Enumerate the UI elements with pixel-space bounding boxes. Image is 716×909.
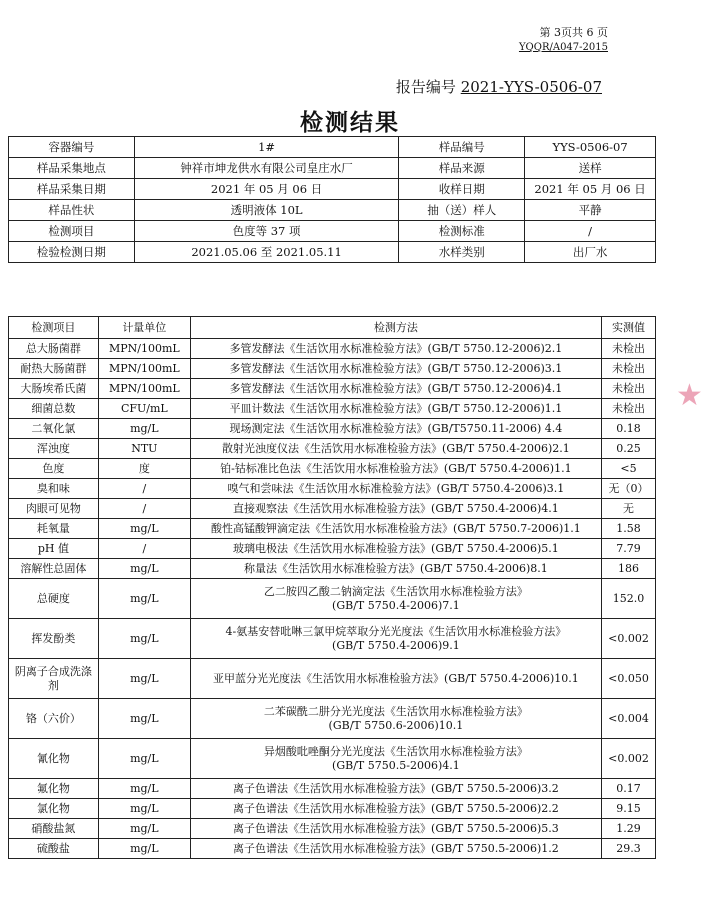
method-line: 散射光浊度仪法《生活饮用水标准检验方法》(GB/T 5750.4-2006)2.1 [222,441,570,455]
results-table [8,316,656,859]
sample-info-table [8,136,656,263]
row-value: 186 [602,559,656,579]
row-value: <0.002 [602,619,656,659]
table-row [9,739,656,779]
header-unit: 计量单位 [98,317,190,339]
table-row [9,699,656,739]
location-value: 钟祥市坤龙供水有限公司皇庄水厂 [134,158,399,179]
row-unit: / [98,499,190,519]
sender-value: 平静 [525,200,656,221]
method-line: 离子色谱法《生活饮用水标准检验方法》(GB/T 5750.5-2006)3.2 [233,781,559,795]
row-item: 总硬度 [9,579,99,619]
nature-label: 样品性状 [9,200,135,221]
method-line: 嗅气和尝味法《生活饮用水标准检验方法》(GB/T 5750.4-2006)3.1 [227,481,565,495]
row-unit: NTU [98,439,190,459]
row-unit: mg/L [98,619,190,659]
row-unit: / [98,539,190,559]
method-line: 4-氨基安替吡啉三氯甲烷萃取分光光度法《生活饮用水标准检验方法》 [225,624,567,638]
method-line: 称量法《生活饮用水标准检验方法》(GB/T 5750.4-2006)8.1 [244,561,548,575]
row-item: 耗氧量 [9,519,99,539]
row-method [190,339,601,359]
row-item: 浑浊度 [9,439,99,459]
row-method [190,459,601,479]
method-line: 多管发酵法《生活饮用水标准检验方法》(GB/T 5750.12-2006)4.1 [229,381,563,395]
table-row [9,439,656,459]
table-row [9,499,656,519]
red-seal-stamp: ★ [676,378,703,413]
table-row [9,419,656,439]
items-value: 色度等 37 项 [134,221,399,242]
method-line: 异烟酸吡唑酮分光光度法《生活饮用水标准检验方法》 [263,744,528,758]
row-unit: mg/L [98,579,190,619]
table-row [9,379,656,399]
row-item: 大肠埃希氏菌 [9,379,99,399]
page-number: 第 3页共 6 页 [539,26,608,39]
report-number-label: 报告编号 [395,78,456,96]
row-item: 铬（六价） [9,699,99,739]
water-type-value: 出厂水 [525,242,656,263]
row-unit: mg/L [98,699,190,739]
row-item: 耐热大肠菌群 [9,359,99,379]
row-item: 阴离子合成洗涤剂 [9,659,99,699]
period-value: 2021.05.06 至 2021.05.11 [134,242,399,263]
row-value: 7.79 [602,539,656,559]
row-value: 29.3 [602,839,656,859]
row-item: 臭和味 [9,479,99,499]
method-line: 离子色谱法《生活饮用水标准检验方法》(GB/T 5750.5-2006)2.2 [233,801,559,815]
method-line: 铂-钴标准比色法《生活饮用水标准检验方法》(GB/T 5750.4-2006)1.1 [220,461,572,475]
method-line: 二苯碳酰二肼分光光度法《生活饮用水标准检验方法》 [263,704,528,718]
standard-label: 检测标准 [399,221,525,242]
row-unit: 度 [98,459,190,479]
row-unit: mg/L [98,419,190,439]
table-row [9,819,656,839]
source-value: 送样 [525,158,656,179]
row-item: 细菌总数 [9,399,99,419]
row-value: 未检出 [602,359,656,379]
receive-date-value: 2021 年 05 月 06 日 [525,179,656,200]
table-row [9,519,656,539]
row-value: 9.15 [602,799,656,819]
row-method [190,819,601,839]
row-unit: / [98,479,190,499]
items-label: 检测项目 [9,221,135,242]
row-value: 无（0） [602,479,656,499]
report-number-value: 2021-YYS-0506-07 [460,78,602,96]
table-row [9,559,656,579]
method-line: 酸性高锰酸钾滴定法《生活饮用水标准检验方法》(GB/T 5750.7-2006)1.1 [211,521,581,535]
row-item: 氰化物 [9,739,99,779]
method-line: 亚甲蓝分光光度法《生活饮用水标准检验方法》(GB/T 5750.4-2006)10.1 [213,671,579,685]
row-value: 152.0 [602,579,656,619]
row-item: pH 值 [9,539,99,559]
collect-date-value: 2021 年 05 月 06 日 [134,179,399,200]
row-method [190,359,601,379]
row-unit: CFU/mL [98,399,190,419]
container-value: 1# [134,137,399,158]
header-value: 实测值 [602,317,656,339]
row-method [190,779,601,799]
row-value: 1.29 [602,819,656,839]
form-number: YQQR/A047-2015 [518,42,608,53]
table-row [9,579,656,619]
row-method [190,659,601,699]
row-method [190,579,601,619]
row-item: 二氧化氯 [9,419,99,439]
row-unit: mg/L [98,819,190,839]
table-row [9,339,656,359]
row-unit: MPN/100mL [98,339,190,359]
method-line: 现场测定法《生活饮用水标准检验方法》(GB/T5750.11-2006) 4.4 [229,421,563,435]
source-label: 样品来源 [399,158,525,179]
row-method [190,839,601,859]
table-row [9,799,656,819]
row-method [190,479,601,499]
header-item: 检测项目 [9,317,99,339]
row-value: 0.18 [602,419,656,439]
row-value: 1.58 [602,519,656,539]
table-row [9,659,656,699]
table-row [9,459,656,479]
method-line: 乙二胺四乙酸二钠滴定法《生活饮用水标准检验方法》 [263,584,528,598]
standard-value: / [525,221,656,242]
row-method [190,619,601,659]
row-method [190,739,601,779]
method-line-2: (GB/T 5750.5-2006)4.1 [332,758,460,772]
container-label: 容器编号 [9,137,135,158]
row-unit: MPN/100mL [98,359,190,379]
table-row [9,779,656,799]
row-unit: mg/L [98,659,190,699]
row-item: 氯化物 [9,799,99,819]
row-method [190,799,601,819]
page-title: 检测结果 [300,110,400,136]
table-row [9,479,656,499]
method-line: 多管发酵法《生活饮用水标准检验方法》(GB/T 5750.12-2006)2.1 [229,341,563,355]
row-item: 溶解性总固体 [9,559,99,579]
method-line-2: (GB/T 5750.4-2006)7.1 [332,598,460,612]
table-row [9,619,656,659]
table-row [9,839,656,859]
row-unit: mg/L [98,739,190,779]
row-method [190,699,601,739]
row-unit: mg/L [98,559,190,579]
table-row [9,399,656,419]
row-method [190,399,601,419]
row-unit: mg/L [98,799,190,819]
row-method [190,439,601,459]
row-unit: mg/L [98,519,190,539]
collect-date-label: 样品采集日期 [9,179,135,200]
row-method [190,519,601,539]
row-unit: mg/L [98,779,190,799]
method-line: 平皿计数法《生活饮用水标准检验方法》(GB/T 5750.12-2006)1.1 [229,401,563,415]
row-item: 硫酸盐 [9,839,99,859]
sample-no-value: YYS-0506-07 [525,137,656,158]
method-line: 离子色谱法《生活饮用水标准检验方法》(GB/T 5750.5-2006)1.2 [233,841,559,855]
receive-date-label: 收样日期 [399,179,525,200]
method-line: 直接观察法《生活饮用水标准检验方法》(GB/T 5750.4-2006)4.1 [233,501,559,515]
row-method [190,379,601,399]
method-line: 多管发酵法《生活饮用水标准检验方法》(GB/T 5750.12-2006)3.1 [229,361,563,375]
method-line: 玻璃电极法《生活饮用水标准检验方法》(GB/T 5750.4-2006)5.1 [233,541,559,555]
table-row [9,359,656,379]
sender-label: 抽（送）样人 [399,200,525,221]
row-value: 0.25 [602,439,656,459]
row-method [190,559,601,579]
row-value: <0.002 [602,739,656,779]
row-value: 未检出 [602,339,656,359]
method-line-2: (GB/T 5750.4-2006)9.1 [332,638,460,652]
method-line: 离子色谱法《生活饮用水标准检验方法》(GB/T 5750.5-2006)5.3 [233,821,559,835]
row-item: 肉眼可见物 [9,499,99,519]
location-label: 样品采集地点 [9,158,135,179]
row-value: 0.17 [602,779,656,799]
row-method [190,499,601,519]
row-item: 硝酸盐氮 [9,819,99,839]
row-unit: mg/L [98,839,190,859]
water-type-label: 水样类别 [399,242,525,263]
row-item: 色度 [9,459,99,479]
row-value: 无 [602,499,656,519]
method-line-2: (GB/T 5750.6-2006)10.1 [328,718,464,732]
row-value: <0.004 [602,699,656,739]
row-method [190,539,601,559]
row-value: <0.050 [602,659,656,699]
table-row [9,539,656,559]
row-method [190,419,601,439]
row-value: 未检出 [602,379,656,399]
period-label: 检验检测日期 [9,242,135,263]
row-value: 未检出 [602,399,656,419]
nature-value: 透明液体 10L [134,200,399,221]
report-number [396,76,602,97]
row-item: 挥发酚类 [9,619,99,659]
row-item: 氟化物 [9,779,99,799]
row-item: 总大肠菌群 [9,339,99,359]
row-unit: MPN/100mL [98,379,190,399]
header-method: 检测方法 [190,317,601,339]
sample-no-label: 样品编号 [399,137,525,158]
row-value: <5 [602,459,656,479]
